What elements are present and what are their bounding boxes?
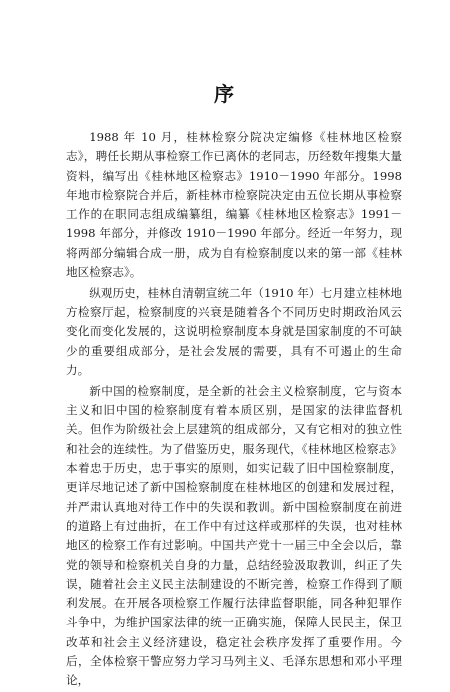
paragraph-3: 新中国的检察制度，是全新的社会主义检察制度，它与资本主义和旧中国的检察制度有着本质区别，是国家的法律监督机关。但作为阶级社会上层建筑的组成部分，又有它相对的独立性和社会的连续性。为了借鉴历史，服务现代，《桂林地区检察志》本着忠于历史，忠于事实的原则，如实记载了旧中国检察制度，更详尽地记述了新中国检察制度在桂林地区的创建和发展过程，并严肃认真地对待工作中的失误和教训。新中国检察制度在前进的道路上有过曲折，在工作中有过这样或那样的失误，也对桂林地区的检察工作有过影响。中国共产党十一届三中全会以后，靠党的领导和检察机关自身的力量，总结经验汲取教训，纠正了失误，随着社会主义民主法制建设的不断完善，检察工作得到了顺利发展。在开展各项检察工作履行法律监督职能，同各种犯罪作斗争中，为维护国家法律的统一正确实施，保障人民民主，保卫改革和社会主义经济建设，稳定社会秩序发挥了重要作用。今后，全体检察干警应努力学习马列主义、毛泽东思想和邓小平理论， xyxy=(66,383,402,688)
page-title: 序 xyxy=(214,82,236,106)
paragraph-1: 1988 年 10 月，桂林检察分院决定编修《桂林地区检察志》，聘任长期从事检察工作已离休的老同志，历经数年搜集大量资料，编写出《桂林地区检察志》1910－1990 年部分。1998 年地市检察院合并后，新桂林市检察院决定由五位长期从事检察工作的在职同志组成编纂组，编纂《桂林地区检察志》1991－1998 年部分，并修改 1910－1990 年部分。经近一年努力，现将两部分编辑合成一册，成为自有检察制度以来的第一部《桂林地区检察志》。 xyxy=(66,130,402,280)
body-text xyxy=(66,128,402,692)
paragraph-2: 纵观历史，桂林自清朝宣统二年（1910 年）七月建立桂林地方检察厅起，检察制度的兴衰是随着各个不同历史时期政治风云变化而变化发展的，这说明检察制度本身就是国家制度的不可缺少的重要组成部分，是社会发展的需要，具有不可遏止的生命力。 xyxy=(66,285,402,378)
